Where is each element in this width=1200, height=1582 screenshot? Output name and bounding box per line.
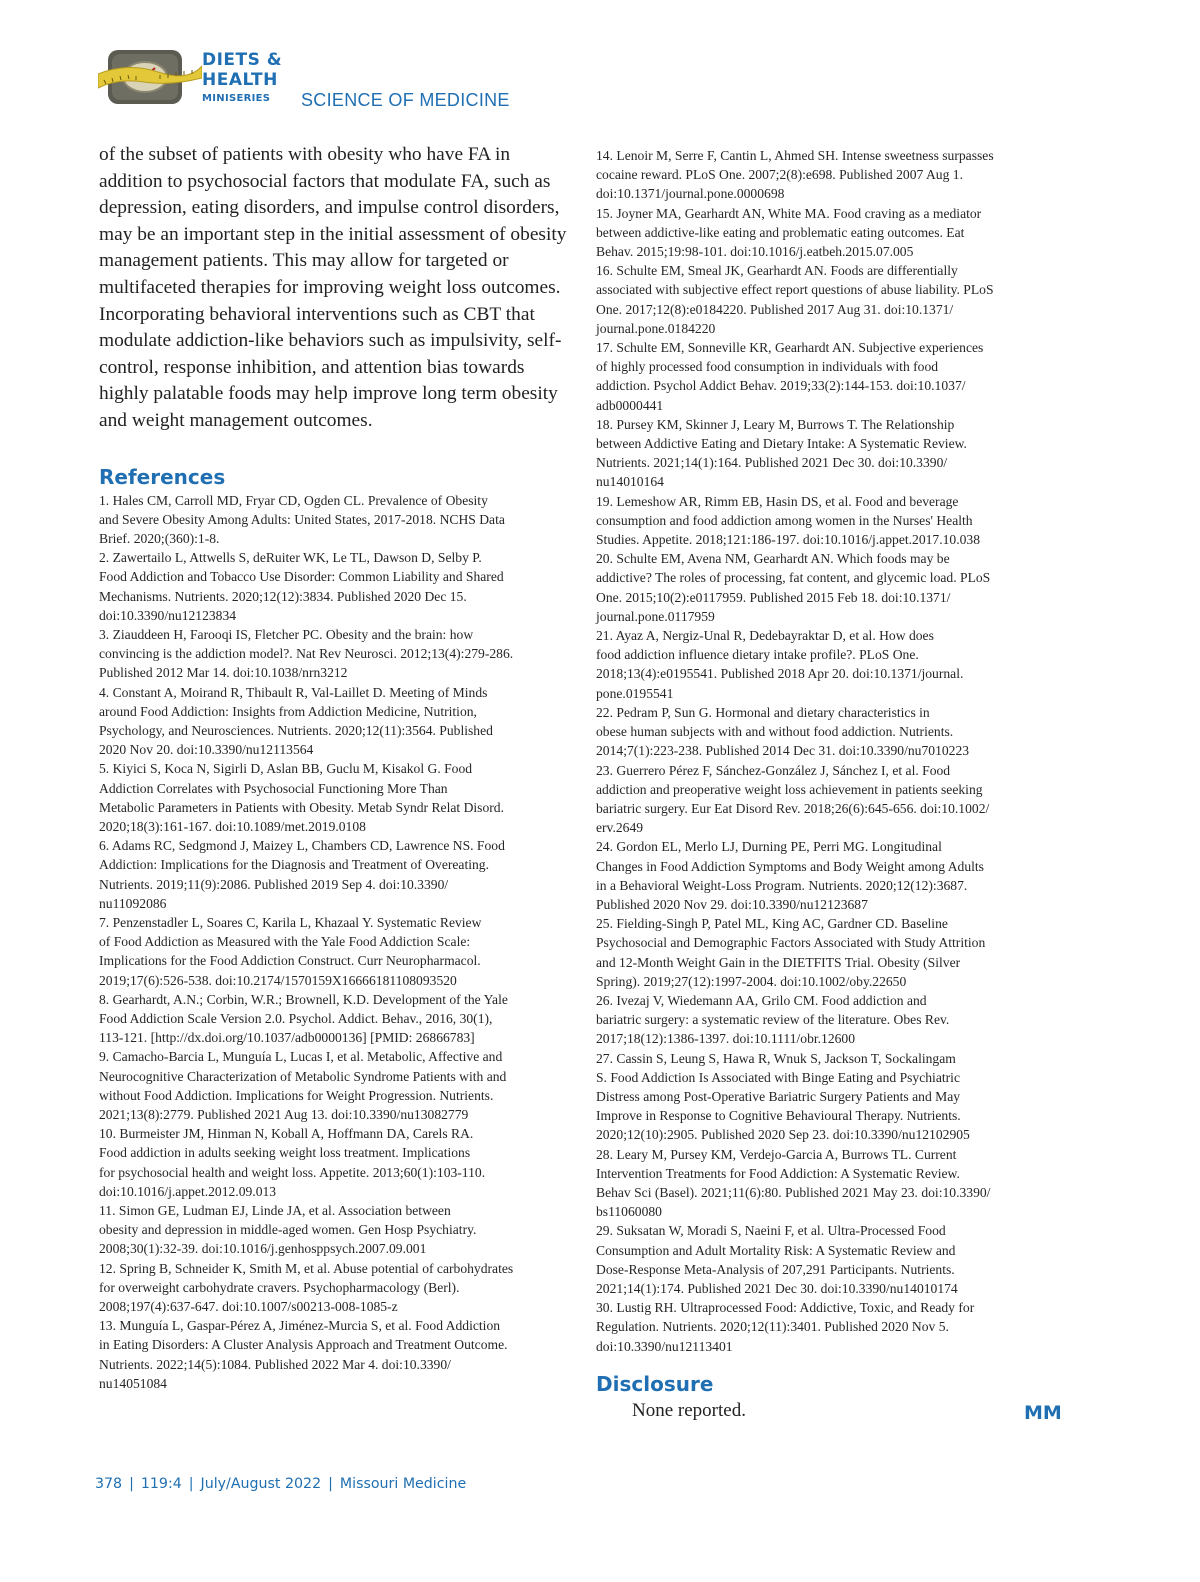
left-column xyxy=(99,142,575,1393)
footer-journal: Missouri Medicine xyxy=(339,1476,467,1492)
logo-text-diets: DIETS & xyxy=(202,50,283,70)
reference-item: 6. Adams RC, Sedgmond J, Maizey L, Chambers CD, Lawrence NS. Food Addiction: Implications for the Diagnosis and Treatment of Overeating. Nutrients. 2019;11(9):2086. Published 2019 Sep 4. doi:10.3390/ nu11092086 xyxy=(99,838,505,911)
footer-issue: 119:4 xyxy=(140,1476,182,1492)
reference-item: 15. Joyner MA, Gearhardt AN, White MA. Food craving as a mediator between addictive-like eating and problematic eating outcomes. Eat Behav. 2015;19:98-101. doi:10.1016/j.eatbeh.2015.07.005 xyxy=(596,205,982,260)
reference-item: 21. Ayaz A, Nergiz-Unal R, Dedebayraktar D, et al. How does food addiction influence dietary intake profile?. PLoS One. 2018;13(4):e0195541. Published 2018 Apr 20. doi:10.1371/journal. pone.0195541 xyxy=(596,628,964,701)
reference-item: 29. Suksatan W, Moradi S, Naeini F, et al. Ultra-Processed Food Consumption and Adult Mortality Risk: A Systematic Review and Dose-Response Meta-Analysis of 207,291 Participants. Nutrients. 2021;14(1):174. Published 2021 Dec 30. doi:10.3390/nu14010174 xyxy=(596,1223,958,1296)
reference-item: 10. Burmeister JM, Hinman N, Koball A, Hoffmann DA, Carels RA. Food addiction in adults seeking weight loss treatment. Implications for psychosocial health and weight loss. Appetite. 2013;60(1):103-110. doi:10.1016/j.appet.2012.09.013 xyxy=(99,1126,486,1199)
reference-item: 24. Gordon EL, Merlo LJ, Durning PE, Perri MG. Longitudinal Changes in Food Addiction Symptoms and Body Weight among Adults in a Behavioral Weight-Loss Program. Nutrients. 2020;12(12):3687. Published 2020 Nov 29. doi:10.3390/nu12123687 xyxy=(596,839,984,912)
reference-item: 30. Lustig RH. Ultraprocessed Food: Addictive, Toxic, and Ready for Regulation. Nutrients. 2020;12(11):3401. Published 2020 Nov 5. doi:10.3390/nu12113401 xyxy=(596,1300,975,1354)
reference-item: 28. Leary M, Pursey KM, Verdejo-Garcia A, Burrows TL. Current Intervention Treatments for Food Addiction: A Systematic Review. Behav Sci (Basel). 2021;11(6):80. Published 2021 May 23. doi:10.3390/ bs11060080 xyxy=(596,1146,991,1220)
diets-health-logo xyxy=(98,44,283,108)
reference-item: 5. Kiyici S, Koca N, Sigirli D, Aslan BB, Guclu M, Kisakol G. Food Addiction Correlates with Psychosocial Functioning More Than Metabolic Parameters in Patients with Obesity. Metab Syndr Relat Disord. 2020;18(3):161-167. doi:10.1089/met.2019.0108 xyxy=(99,761,504,834)
reference-item: 8. Gearhardt, A.N.; Corbin, W.R.; Brownell, K.D. Development of the Yale Food Addiction Scale Version 2.0. Psychol. Addict. Behav., 2016, 30(1), 113-121. [http://dx.doi.org/10.1037/adb0000136] [PMID: 26866783] xyxy=(99,991,508,1046)
body-paragraph: of the subset of patients with obesity who have FA in addition to psychosocial factors that modulate FA, such as depression, eating disorders, and impulse control disorders, may be an important step in the initial assessment of obesity management patients. This may allow for targeted or multifaceted therapies for improving weight loss outcomes. Incorporating behavioral interventions such as CBT that modulate addiction-like behaviors such as impulsivity, self-control, response inhibition, and attention bias towards highly palatable foods may help improve long term obesity and weight management outcomes. xyxy=(99,144,567,431)
footer-separator: | xyxy=(188,1476,194,1492)
reference-item: 18. Pursey KM, Skinner J, Leary M, Burrows T. The Relationship between Addictive Eating and Dietary Intake: A Systematic Review. Nutrients. 2021;14(1):164. Published 2021 Dec 30. doi:10.3390/ nu14010164 xyxy=(596,416,967,490)
disclosure-text: None reported. xyxy=(632,1399,746,1421)
scale-measuring-tape-icon xyxy=(98,44,202,108)
reference-item: 1. Hales CM, Carroll MD, Fryar CD, Ogden CL. Prevalence of Obesity and Severe Obesity Among Adults: United States, 2017-2018. NCHS Data Brief. 2020;(360):1-8. xyxy=(99,492,505,546)
footer-separator: | xyxy=(129,1476,134,1492)
reference-item: 26. Ivezaj V, Wiedemann AA, Grilo CM. Food addiction and bariatric surgery: a systematic review of the literature. Obes Rev. 2017;18(12):1386-1397. doi:10.1111/obr.12600 xyxy=(596,992,950,1047)
reference-item: 16. Schulte EM, Smeal JK, Gearhardt AN. Foods are differentially associated with subjective effect report questions of abuse liability. PLoS One. 2017;12(8):e0184220. Published 2017 Aug 31. doi:10.1371/ journal.pone.0184220 xyxy=(596,263,994,336)
footer-page-number: 378 xyxy=(95,1476,123,1492)
section-label: SCIENCE OF MEDICINE xyxy=(301,90,510,110)
reference-item: 12. Spring B, Schneider K, Smith M, et al. Abuse potential of carbohydrates for overweight carbohydrate cravers. Psychopharmacology (Berl). 2008;197(4):637-647. doi:10.1007/s00213-008-1085-z xyxy=(99,1260,514,1315)
page-header xyxy=(98,44,698,114)
reference-item: 4. Constant A, Moirand R, Thibault R, Val-Laillet D. Meeting of Minds around Food Addiction: Insights from Addiction Medicine, Nutrition, Psychology, and Neurosciences. Nutrients. 2020;12(11):3564. Published 2020 Nov 20. doi:10.3390/nu12113564 xyxy=(99,684,493,758)
reference-item: 19. Lemeshow AR, Rimm EB, Hasin DS, et al. Food and beverage consumption and food addiction among women in the Nurses' Health Studies. Appetite. 2018;121:186-197. doi:10.1016/j.appet.2017.10.038 xyxy=(596,493,981,548)
logo-text-health: HEALTH xyxy=(202,70,278,90)
reference-item: 9. Camacho-Barcia L, Munguía L, Lucas I, et al. Metabolic, Affective and Neurocognitive Characterization of Metabolic Syndrome Patients with and without Food Addiction. Implications for Weight Progression. Nutrients. 2021;13(8):2779. Published 2021 Aug 13. doi:10.3390/nu13082779 xyxy=(99,1049,507,1123)
page-footer xyxy=(95,1476,466,1492)
reference-item: 11. Simon GE, Ludman EJ, Linde JA, et al. Association between obesity and depression in middle-aged women. Gen Hosp Psychiatry. 2008;30(1):32-39. doi:10.1016/j.genhosppsych.2007.09.001 xyxy=(99,1203,477,1257)
references-heading: References xyxy=(99,464,226,489)
right-column xyxy=(596,146,1062,1430)
reference-item: 20. Schulte EM, Avena NM, Gearhardt AN. Which foods may be addictive? The roles of processing, fat content, and glycemic load. PLoS One. 2015;10(2):e0117959. Published 2015 Feb 18. doi:10.1371/ journal.pone.0117959 xyxy=(596,551,991,624)
reference-item: 13. Munguía L, Gaspar-Pérez A, Jiménez-Murcia S, et al. Food Addiction in Eating Disorders: A Cluster Analysis Approach and Treatment Outcome. Nutrients. 2022;14(5):1084. Published 2022 Mar 4. doi:10.3390/ nu14051084 xyxy=(99,1318,508,1391)
reference-item: 27. Cassin S, Leung S, Hawa R, Wnuk S, Jackson T, Sockalingam S. Food Addiction Is Associated with Binge Eating and Psychiatric Distress among Post-Operative Bariatric Surgery Patients and May Improve in Response to Cognitive Behavioural Therapy. Nutrients. 2020;12(10):2905. Published 2020 Sep 23. doi:10.3390/nu12102905 xyxy=(596,1050,970,1143)
footer-date: July/August 2022 xyxy=(200,1476,322,1492)
reference-item: 14. Lenoir M, Serre F, Cantin L, Ahmed SH. Intense sweetness surpasses cocaine reward. PLoS One. 2007;2(8):e698. Published 2007 Aug 1. doi:10.1371/journal.pone.0000698 xyxy=(596,148,994,202)
reference-list-right xyxy=(596,146,1058,1356)
reference-item: 17. Schulte EM, Sonneville KR, Gearhardt AN. Subjective experiences of highly processed food consumption in individuals with food addiction. Psychol Addict Behav. 2019;33(2):144-153. doi:10.1037/ adb0000441 xyxy=(596,340,984,413)
disclosure-row xyxy=(596,1396,1062,1430)
reference-item: 3. Ziauddeen H, Farooqi IS, Fletcher PC. Obesity and the brain: how convincing is the addiction model?. Nat Rev Neurosci. 2012;13(4):279-286. Published 2012 Mar 14. doi:10.1038/nrn3212 xyxy=(99,626,514,681)
end-mark: MM xyxy=(1024,1401,1062,1424)
reference-item: 25. Fielding-Singh P, Patel ML, King AC, Gardner CD. Baseline Psychosocial and Demographic Factors Associated with Study Attrition and 12-Month Weight Gain in the DIETFITS Trial. Obesity (Silver Spring). 2019;27(12):1997-2004. doi:10.1002/oby.22650 xyxy=(596,916,986,989)
disclosure-heading: Disclosure xyxy=(596,1371,714,1396)
reference-item: 7. Penzenstadler L, Soares C, Karila L, Khazaal Y. Systematic Review of Food Addiction as Measured with the Yale Food Addiction Scale: Implications for the Food Addiction Construct. Curr Neuropharmacol. 2019;17(6):526-538. doi:10.2174/1570159X16666181108093520 xyxy=(99,915,482,988)
logo-text-miniseries: MINISERIES xyxy=(202,93,271,104)
reference-item: 22. Pedram P, Sun G. Hormonal and dietary characteristics in obese human subjects with and without food addiction. Nutrients. 2014;7(1):223-238. Published 2014 Dec 31. doi:10.3390/nu7010223 xyxy=(596,704,970,759)
reference-item: 23. Guerrero Pérez F, Sánchez-González J, Sánchez I, et al. Food addiction and preoperative weight loss achievement in patients seeking bariatric surgery. Eur Eat Disord Rev. 2018;26(6):645-656. doi:10.1002/ erv.2649 xyxy=(596,762,990,836)
reference-item: 2. Zawertailo L, Attwells S, deRuiter WK, Le TL, Dawson D, Selby P. Food Addiction and Tobacco Use Disorder: Common Liability and Shared Mechanisms. Nutrients. 2020;12(12):3834. Published 2020 Dec 15. doi:10.3390/nu12123834 xyxy=(99,550,504,623)
footer-separator: | xyxy=(328,1476,333,1492)
reference-list-left xyxy=(99,491,575,1394)
